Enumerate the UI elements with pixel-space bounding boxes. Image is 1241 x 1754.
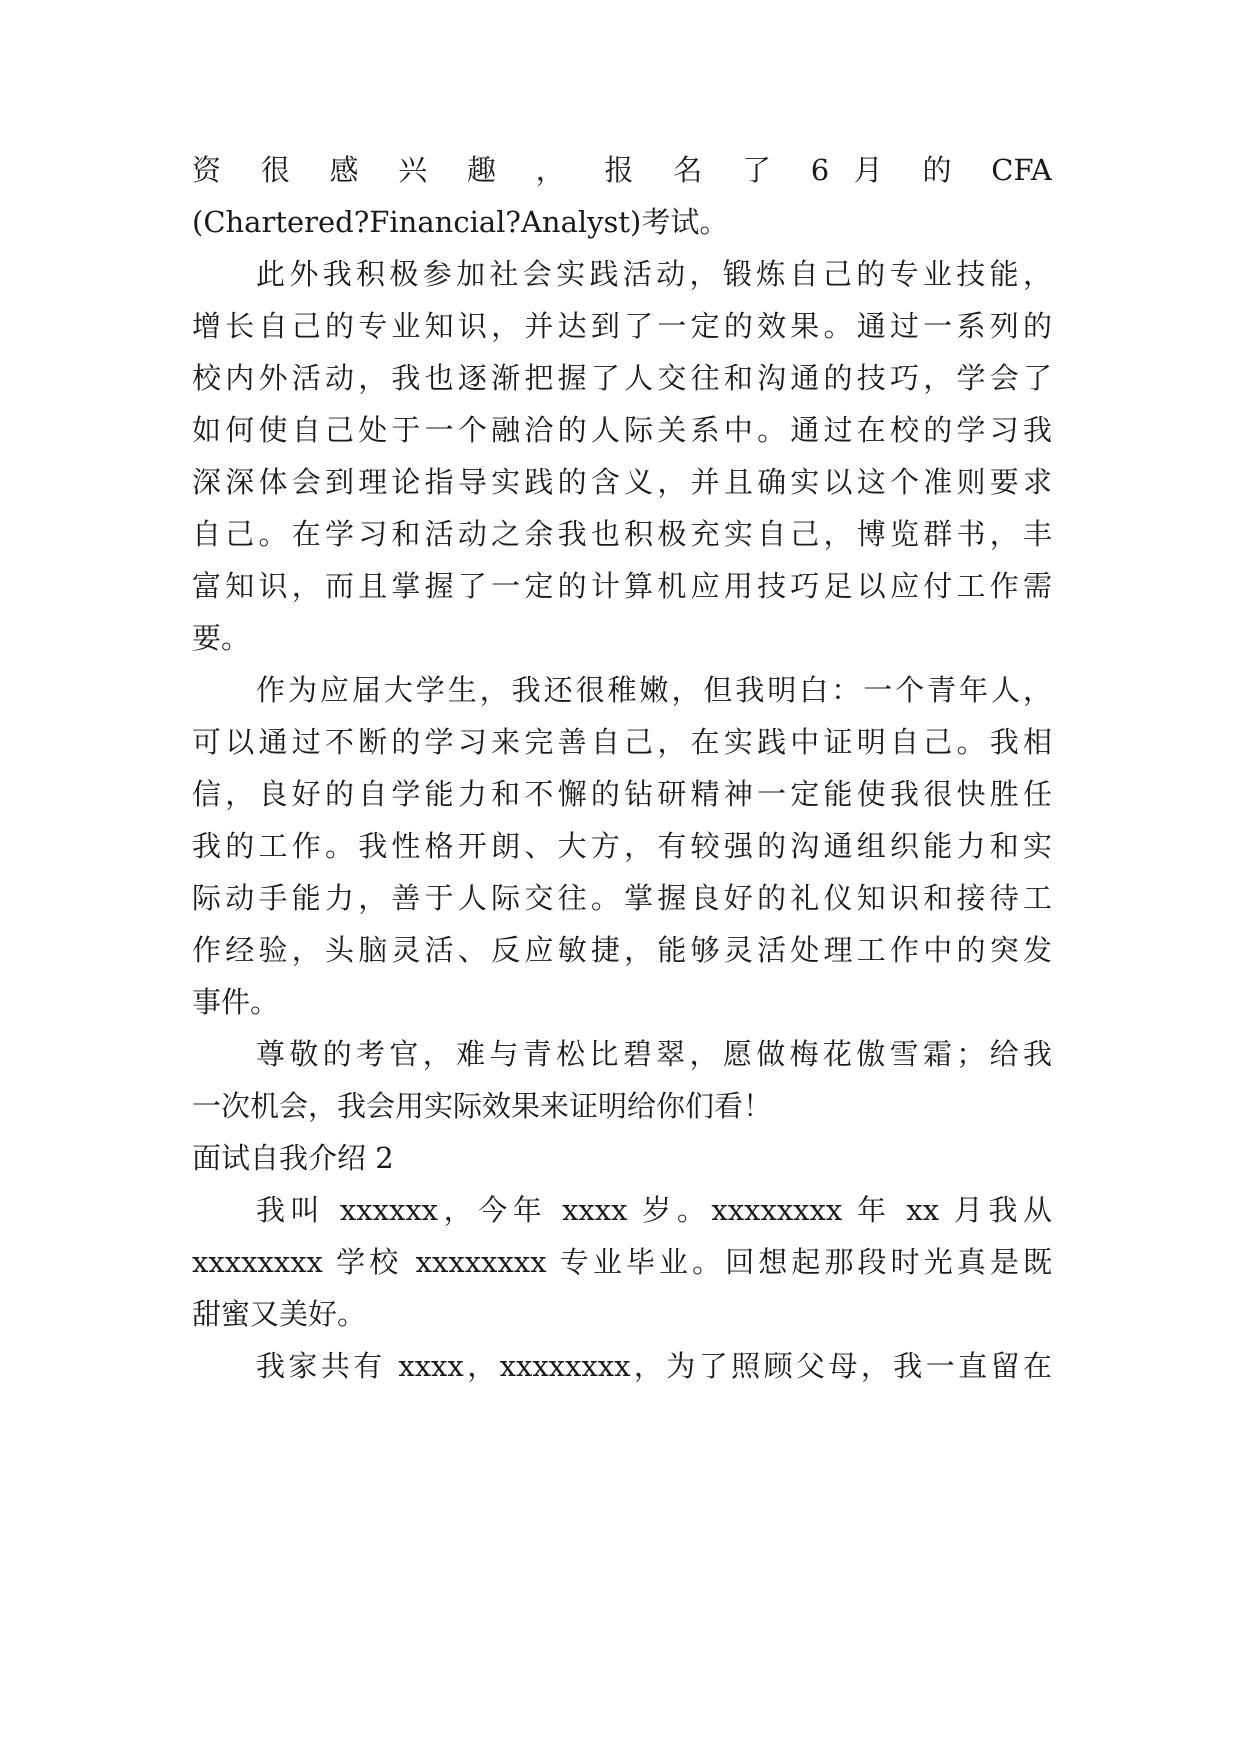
text-line: 校内外活动，我也逐渐把握了人交往和沟通的技巧，学会了 [192, 361, 1052, 395]
text-line: xxxxxxxx 学校 xxxxxxxx 专业毕业。回想起那段时光真是既 [192, 1245, 1052, 1279]
text-line: 深深体会到理论指导实践的含义，并且确实以这个准则要求 [192, 465, 1052, 499]
paragraph-first-line: 作为应届大学生，我还很稚嫩，但我明白：一个青年人， [256, 673, 1052, 707]
text-line: 要。 [192, 621, 251, 655]
text-line: 事件。 [192, 985, 280, 1019]
text-line: 甜蜜又美好。 [192, 1297, 367, 1331]
text-line: 我的工作。我性格开朗、大方，有较强的沟通组织能力和实 [192, 829, 1052, 863]
text-line: 信，良好的自学能力和不懈的钻研精神一定能使我很快胜任 [192, 777, 1052, 811]
paragraph-first-line: 我家共有 xxxx，xxxxxxxx，为了照顾父母，我一直留在 [256, 1349, 1052, 1383]
paragraph-first-line: 我叫 xxxxxx，今年 xxxx 岁。xxxxxxxx 年 xx 月我从 [256, 1193, 1052, 1227]
text-line: 际动手能力，善于人际交往。掌握良好的礼仪知识和接待工 [192, 881, 1052, 915]
text-line: 增长自己的专业知识，并达到了一定的效果。通过一系列的 [192, 309, 1052, 343]
text-line: (Chartered?Financial?Analyst)考试。 [192, 205, 729, 239]
paragraph-first-line: 此外我积极参加社会实践活动，锻炼自己的专业技能， [256, 257, 1052, 291]
text-line: 一次机会，我会用实际效果来证明给你们看！ [192, 1089, 773, 1123]
paragraph-first-line: 尊敬的考官，难与青松比碧翠，愿做梅花傲雪霜；给我 [256, 1037, 1052, 1071]
text-line: 作经验，头脑灵活、反应敏捷，能够灵活处理工作中的突发 [192, 933, 1052, 967]
text-line: 如何使自己处于一个融洽的人际关系中。通过在校的学习我 [192, 413, 1052, 447]
text-line: 资 很 感 兴 趣 ， 报 名 了 6 月 的 CFA [192, 153, 1052, 187]
text-line: 可以通过不断的学习来完善自己，在实践中证明自己。我相 [192, 725, 1052, 759]
section-heading: 面试自我介绍 2 [192, 1141, 394, 1175]
text-line: 自己。在学习和活动之余我也积极充实自己，博览群书，丰 [192, 517, 1052, 551]
text-line: 富知识，而且掌握了一定的计算机应用技巧足以应付工作需 [192, 569, 1052, 603]
